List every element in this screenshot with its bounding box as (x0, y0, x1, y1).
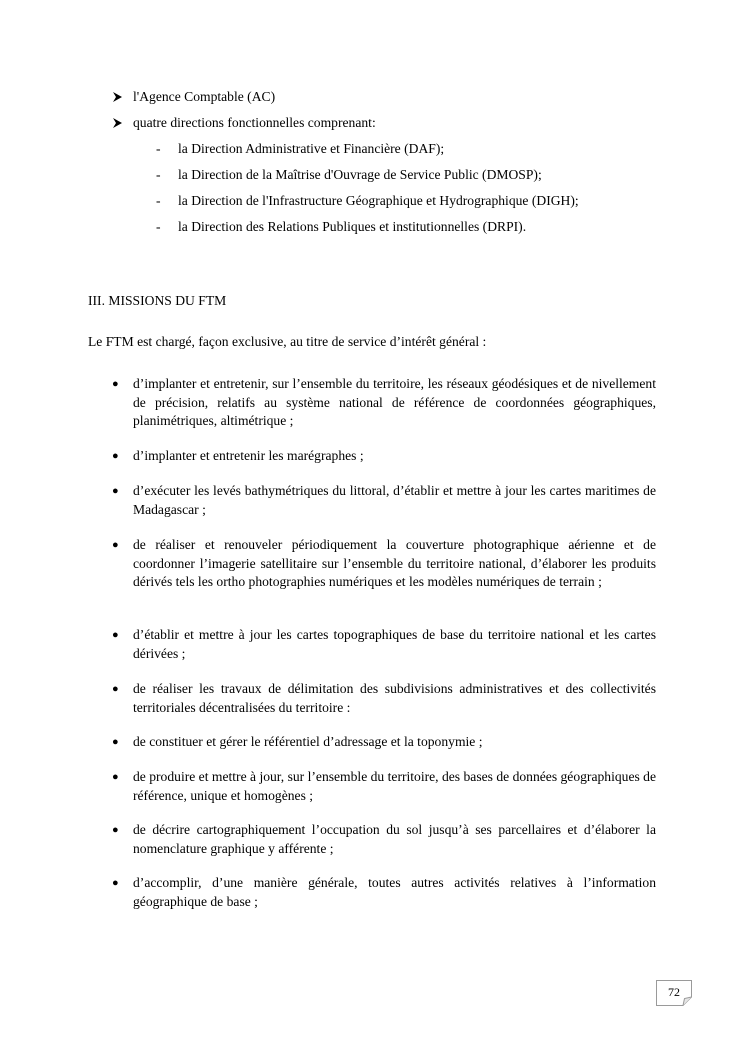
mission-text: d’établir et mettre à jour les cartes topographiques de base du territoire national et les cartes dérivées ; (133, 627, 656, 661)
bullet-dot-icon: ● (112, 824, 119, 836)
arrow-list-item-text: quatre directions fonctionnelles comprenant: (133, 115, 376, 130)
bullet-dot-icon: ● (112, 877, 119, 889)
arrow-bullet-icon (112, 114, 126, 132)
mission-text: de réaliser les travaux de délimitation des subdivisions administratives et des collectivités territoriales décentralisées du territoire : (133, 681, 656, 715)
arrow-list-item-text: l'Agence Comptable (AC) (133, 89, 276, 104)
direction-text: la Direction de l'Infrastructure Géographique et Hydrographique (DIGH); (178, 193, 579, 208)
bullet-dot-icon: ● (112, 736, 119, 748)
dash-marker: - (156, 167, 161, 182)
arrow-bullet-icon (112, 88, 126, 106)
page-number-box (656, 980, 692, 1006)
dash-marker: - (156, 219, 161, 234)
direction-text: la Direction de la Maîtrise d'Ouvrage de Service Public (DMOSP); (178, 167, 542, 182)
bullet-dot-icon: ● (112, 683, 119, 695)
mission-text: d’exécuter les levés bathymétriques du littoral, d’établir et mettre à jour les cartes maritimes de Madagascar ; (133, 483, 656, 517)
section-heading: III. MISSIONS DU FTM (88, 293, 227, 308)
bullet-dot-icon: ● (112, 485, 119, 497)
bullet-dot-icon: ● (112, 378, 119, 390)
mission-text: d’accomplir, d’une manière générale, toutes autres activités relatives à l’information géographique de base ; (133, 875, 656, 909)
dash-marker: - (156, 141, 161, 156)
page-number: 72 (668, 985, 680, 999)
bullet-dot-icon: ● (112, 629, 119, 641)
mission-text: de réaliser et renouveler périodiquement la couverture photographique aérienne et de coordonner l’imagerie satellitaire sur l’ensemble du territoire national, d’élaborer les produits dérivés tels les ortho photographies numériques et les modèles numériques de terrain ; (133, 537, 656, 589)
bullet-dot-icon: ● (112, 539, 119, 551)
mission-text: d’implanter et entretenir, sur l’ensemble du territoire, les réseaux géodésiques et de nivellement de précision, relatifs au système national de référence de coordonnées géographiques, planimétriques, altimétrique ; (133, 376, 656, 428)
bullet-dot-icon: ● (112, 771, 119, 783)
mission-text: de décrire cartographiquement l’occupation du sol jusqu’à ses parcellaires et d’élaborer la nomenclature graphique y afférente ; (133, 822, 656, 856)
bullet-dot-icon: ● (112, 450, 119, 462)
mission-text: de produire et mettre à jour, sur l’ensemble du territoire, des bases de données géographiques de référence, unique et homogènes ; (133, 769, 657, 803)
direction-text: la Direction des Relations Publiques et institutionnelles (DRPI). (178, 219, 527, 234)
mission-text: de constituer et gérer le référentiel d’adressage et la toponymie ; (133, 734, 483, 749)
mission-text: d’implanter et entretenir les marégraphes ; (133, 448, 364, 463)
dash-marker: - (156, 193, 161, 208)
section-intro: Le FTM est chargé, façon exclusive, au titre de service d’intérêt général : (88, 334, 487, 349)
direction-text: la Direction Administrative et Financière (DAF); (178, 141, 445, 156)
